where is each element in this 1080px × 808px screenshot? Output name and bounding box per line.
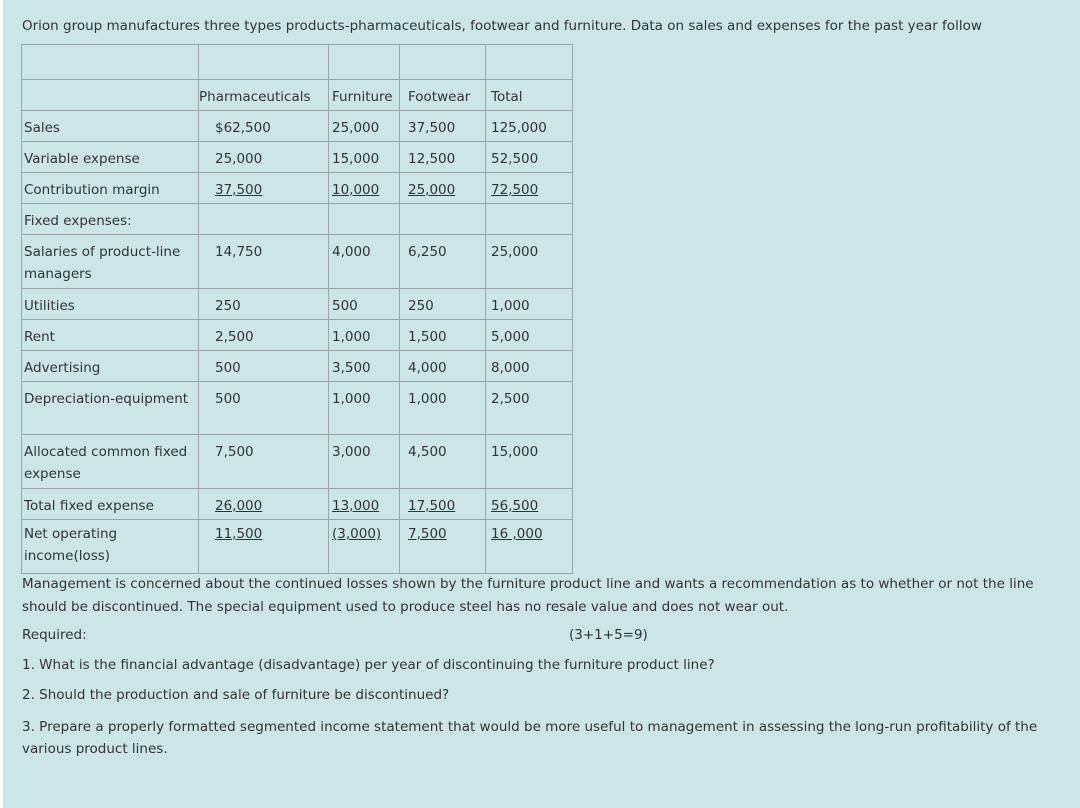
value-cell: 500 [215, 360, 241, 376]
value-cell: (3,000) [332, 526, 382, 542]
table-row [22, 382, 573, 435]
value-cell: 4,000 [408, 360, 447, 376]
value-cell: 16 ,000 [491, 526, 543, 542]
value-cell [400, 204, 485, 210]
value-cell: 1,500 [408, 329, 447, 345]
header-cell: Total [491, 89, 523, 105]
value-cell: 3,000 [332, 444, 371, 460]
value-cell: 250 [408, 298, 434, 314]
value-cell: 52,500 [491, 151, 539, 167]
question-1: 1. What is the financial advantage (disadvantage) per year of discontinuing the furniture product line? [22, 657, 715, 673]
table-header-row [22, 80, 573, 111]
table-row [22, 489, 573, 520]
row-label: Allocated common fixed expense [24, 444, 188, 482]
value-cell: 125,000 [491, 120, 547, 136]
table-row [22, 142, 573, 173]
table-row [22, 289, 573, 320]
value-cell: 250 [215, 298, 241, 314]
table-row [22, 111, 573, 142]
header-cell: Pharmaceuticals [199, 89, 311, 105]
table-spacer-row [22, 45, 573, 80]
value-cell [329, 204, 399, 210]
intro-paragraph: Orion group manufactures three types products-pharmaceuticals, footwear and furniture. Data on sales and expenses for the past year follow [22, 18, 982, 34]
value-cell: 7,500 [408, 526, 447, 542]
row-label: Net operating income(loss) [24, 526, 118, 564]
value-cell: 14,750 [215, 244, 263, 260]
value-cell: 10,000 [332, 182, 380, 198]
table-row [22, 173, 573, 204]
header-cell: Footwear [408, 89, 471, 105]
table-row [22, 520, 573, 574]
value-cell: $62,500 [215, 120, 271, 136]
income-statement-table [21, 44, 573, 574]
value-cell: 56,500 [491, 498, 539, 514]
value-cell: 13,000 [332, 498, 380, 514]
value-cell: 8,000 [491, 360, 530, 376]
value-cell: 12,500 [408, 151, 456, 167]
value-cell: 25,000 [491, 244, 539, 260]
header-cell: Furniture [332, 89, 393, 105]
value-cell [486, 204, 572, 210]
value-cell: 26,000 [215, 498, 263, 514]
value-cell: 7,500 [215, 444, 254, 460]
marks-label: (3+1+5=9) [569, 627, 648, 643]
row-label: Contribution margin [24, 182, 160, 198]
row-label: Advertising [24, 360, 101, 376]
table-row [22, 320, 573, 351]
value-cell: 15,000 [332, 151, 380, 167]
value-cell: 500 [215, 391, 241, 407]
row-label: Variable expense [24, 151, 140, 167]
row-label: Rent [24, 329, 55, 345]
row-label: Fixed expenses: [24, 213, 132, 229]
table-row [22, 204, 573, 235]
value-cell [199, 204, 328, 210]
row-label: Sales [24, 120, 60, 136]
value-cell: 4,000 [332, 244, 371, 260]
value-cell: 25,000 [215, 151, 263, 167]
value-cell: 1,000 [332, 391, 371, 407]
management-paragraph: Management is concerned about the continued losses shown by the furniture product line and wants a recommendation as to whether or not the line should be discontinued. The special equipment used to produce steel has no resale value and does not wear out. [22, 576, 1034, 615]
value-cell: 6,250 [408, 244, 447, 260]
value-cell: 5,000 [491, 329, 530, 345]
header-cell [22, 80, 198, 86]
value-cell: 17,500 [408, 498, 456, 514]
value-cell: 25,000 [332, 120, 380, 136]
row-label: Salaries of product-line managers [24, 244, 181, 282]
question-2: 2. Should the production and sale of furniture be discontinued? [22, 687, 450, 703]
table-row [22, 235, 573, 289]
value-cell: 1,000 [491, 298, 530, 314]
value-cell: 500 [332, 298, 358, 314]
value-cell: 15,000 [491, 444, 539, 460]
required-label: Required: [22, 627, 87, 643]
value-cell: 11,500 [215, 526, 263, 542]
row-label: Utilities [24, 298, 75, 314]
value-cell: 25,000 [408, 182, 456, 198]
value-cell: 37,500 [215, 182, 263, 198]
row-label: Total fixed expense [24, 498, 154, 514]
value-cell: 72,500 [491, 182, 539, 198]
question-3: 3. Prepare a properly formatted segmented income statement that would be more useful to management in assessing the long-run profitability of the various product lines. [22, 719, 1038, 757]
table-row [22, 351, 573, 382]
value-cell: 4,500 [408, 444, 447, 460]
value-cell: 1,000 [332, 329, 371, 345]
row-label: Depreciation-equipment [24, 391, 189, 407]
value-cell: 37,500 [408, 120, 456, 136]
value-cell: 2,500 [215, 329, 254, 345]
value-cell: 1,000 [408, 391, 447, 407]
table-row [22, 435, 573, 489]
document-page [3, 0, 1080, 808]
value-cell: 3,500 [332, 360, 371, 376]
value-cell: 2,500 [491, 391, 530, 407]
